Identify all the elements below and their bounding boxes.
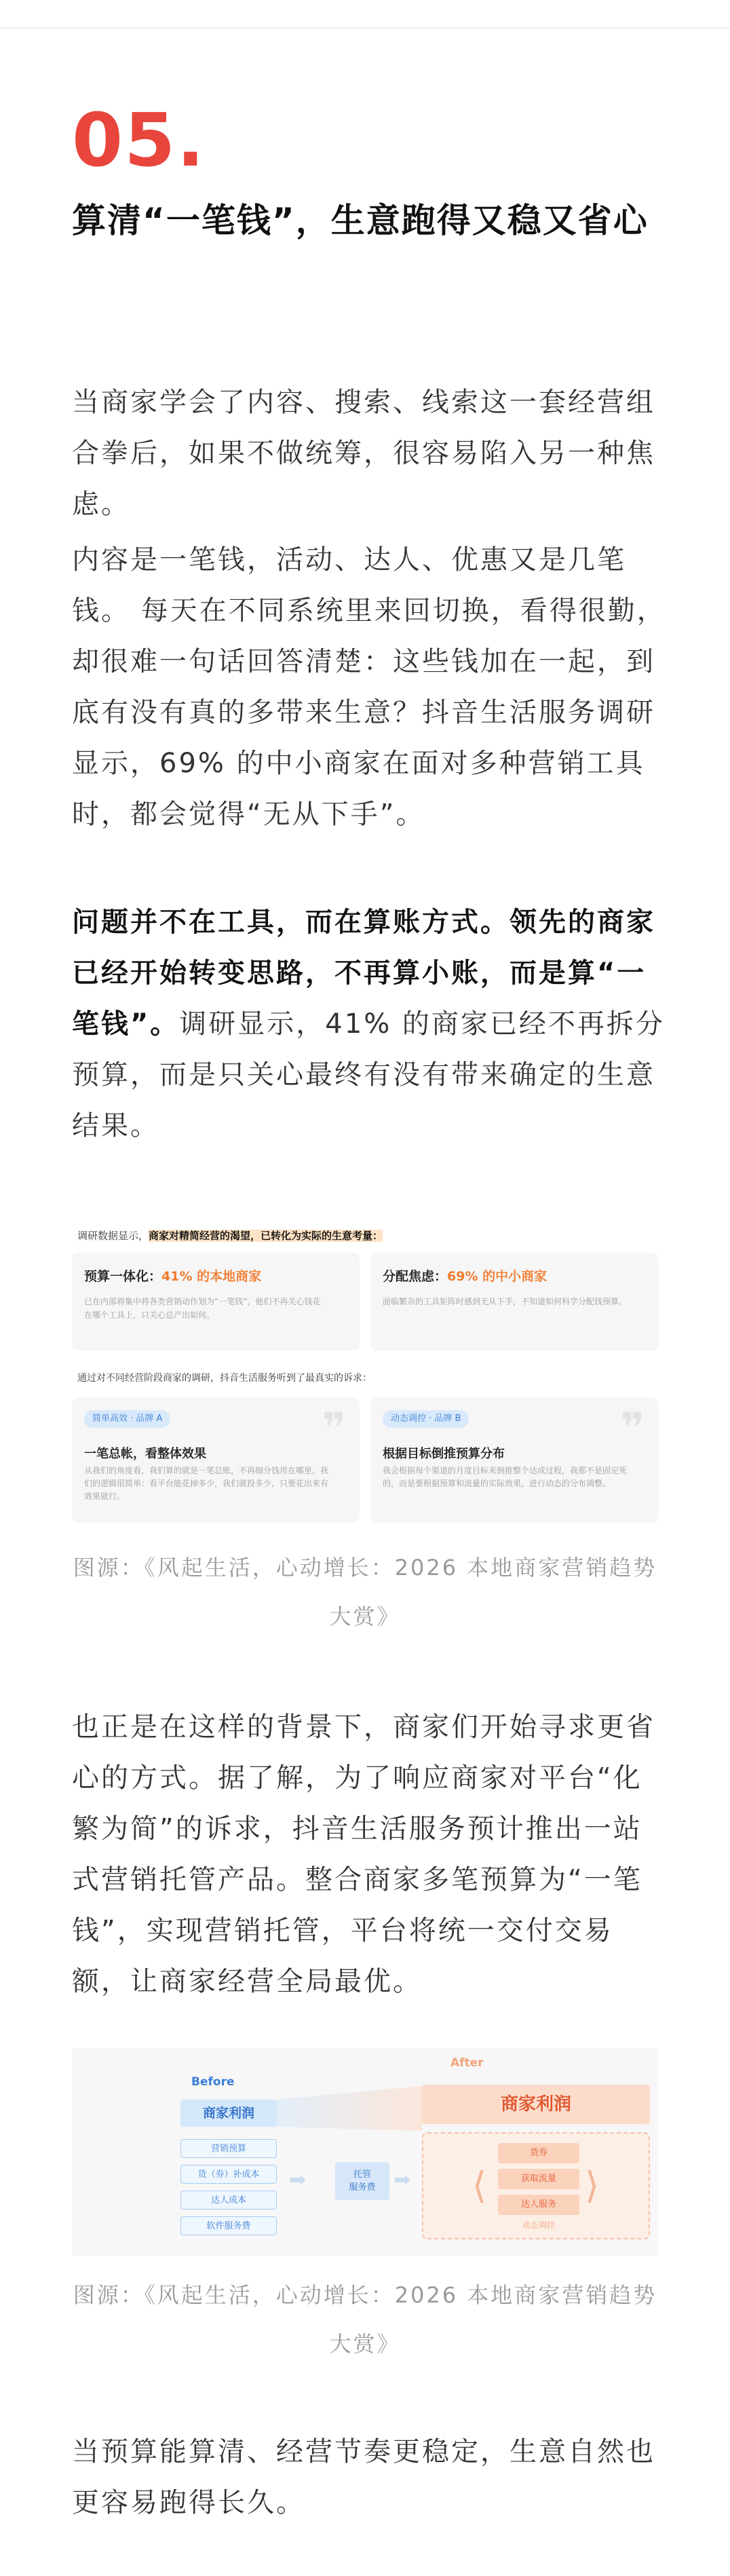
before-item: 软件服务费 (180, 2216, 277, 2235)
funnel-shape (277, 2086, 422, 2131)
before-item: 营销预算 (180, 2139, 277, 2158)
managed-fee-box: 托管 服务费 (335, 2162, 389, 2200)
paragraph-1: 当商家学会了内容、搜索、线索这一套经营组合拳后，如果不做统筹，很容易陷入另一种焦虑。 (72, 387, 655, 520)
brand-tag: 简单高效 · 品牌 A (84, 1410, 170, 1428)
before-item: 货（券）补成本 (180, 2165, 277, 2184)
quote-icon: ❞ (620, 1404, 645, 1452)
stat-card-anxiety (370, 1253, 658, 1350)
arrow-right-icon: ➡ (393, 2168, 411, 2192)
top-divider (0, 27, 730, 29)
survey-infographic (72, 1219, 658, 1526)
stat-card-desc: 面临繁杂的工具矩阵时感到无从下手，不知道如何科学分配钱预算。 (383, 1297, 628, 1306)
survey-highlight: 商家对精简经营的渴望，已转化为实际的生意考量： (149, 1230, 383, 1242)
quote-card-desc: 从我们的角度看，我们算的就是一笔总账，不再细分钱用在哪里。我们的逻辑很简单：看平台能花掉多少，我们就投多少，只要花出来有效果就行。 (84, 1466, 329, 1501)
section-title: 算清“一笔钱”，生意跑得又稳又省心 (72, 201, 649, 240)
before-label: Before (191, 2075, 235, 2089)
brand-tag: 动态调控 · 品牌 B (383, 1410, 469, 1428)
paragraph-3-bold: 问题并不在工具，而在算账方式。领先的商家已经开始转变思路，不再算小账，而是算“一笔钱”。 (72, 907, 655, 1040)
image-caption-2: 图源：《风起生活，心动增长：2026 本地商家营销趋势大赏》 (73, 2282, 657, 2357)
after-item: 获取流量 (498, 2169, 579, 2189)
after-profit-box: 商家利润 (422, 2085, 650, 2124)
survey-mid-text: 通过对不同经营阶段商家的调研，抖音生活服务听到了最真实的诉求： (77, 1373, 372, 1384)
arrow-right-icon: ➡ (289, 2168, 307, 2192)
paragraph-3-rest: 调研显示，41% 的商家已经不再拆分预算，而是只关心最终有没有带来确定的生意结果。 (72, 1008, 665, 1141)
stat-card-title: 分配焦虑：69% 的中小商家 (383, 1269, 548, 1284)
paragraph-5: 当预算能算清、经营节奏更稳定，生意自然也更容易跑得长久。 (72, 2436, 655, 2518)
bracket-left-icon: ⟨ (472, 2164, 487, 2207)
before-after-diagram (72, 2048, 658, 2256)
quote-card-brand-b (370, 1398, 658, 1523)
quote-card-desc: 我会根据每个渠道的月度目标来倒推整个达成过程，我那不是固定死的，而是要根据预算和流量的实际效果，进行动态的分布调整。 (383, 1466, 628, 1488)
after-label: After (450, 2056, 484, 2070)
paragraph-3 (72, 897, 669, 1152)
stat-card-budget (72, 1253, 360, 1350)
bracket-right-icon: ⟩ (585, 2164, 600, 2207)
quote-card-title: 一笔总帐，看整体效果 (84, 1447, 206, 1461)
stat-card-desc: 已在内部将集中将各类营销动作划为“一笔钱”，他们不再关心钱花在哪个工具上，只关心总产出如何。 (84, 1297, 321, 1320)
paragraph-2: 内容是一笔钱，活动、达人、优惠又是几笔钱。 每天在不同系统里来回切换，看得很勤，却很难一句话回答清楚：这些钱加在一起，到底有没有真的多带来生意？抖音生活服务调研显示，69% 的中小商家在面对多种营销工具时，都会觉得“无从下手”。 (72, 544, 666, 830)
quote-icon: ❞ (322, 1404, 346, 1452)
quote-card-title: 根据目标倒推预算分布 (383, 1447, 505, 1461)
survey-intro: 调研数据显示，商家对精简经营的渴望，已转化为实际的生意考量： (77, 1230, 383, 1242)
section-number: 05. (72, 98, 206, 183)
before-item: 达人成本 (180, 2191, 277, 2210)
stat-card-title: 预算一体化：41% 的本地商家 (84, 1269, 262, 1284)
after-item: 货券 (498, 2143, 579, 2163)
dynamic-control-label: 动态调控 (522, 2220, 555, 2230)
before-profit-box: 商家利润 (180, 2100, 277, 2127)
quote-card-brand-a (72, 1398, 360, 1523)
after-item: 达人服务 (498, 2195, 579, 2215)
paragraph-4: 也正是在这样的背景下，商家们开始寻求更省心的方式。据了解，为了响应商家对平台“化繁为简”的诉求，抖音生活服务预计推出一站式营销托管产品。整合商家多笔预算为“一笔钱”，实现营销托管，平台将统一交付交易额，让商家经营全局最优。 (72, 1711, 655, 1997)
image-caption-1: 图源：《风起生活，心动增长：2026 本地商家营销趋势大赏》 (73, 1555, 657, 1629)
